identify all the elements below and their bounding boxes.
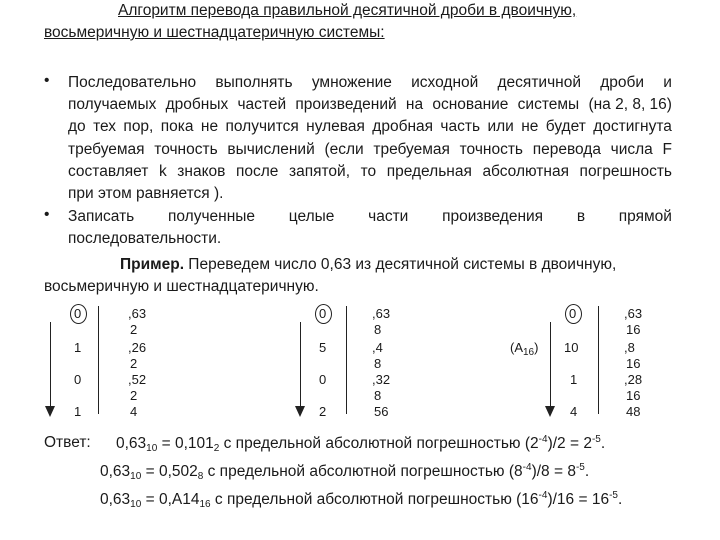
answer-exponent: -4	[522, 462, 532, 473]
hex-int-0: 0	[569, 306, 577, 321]
octal-int-1: 5	[319, 340, 327, 355]
word: пор,	[123, 118, 154, 136]
binary-mult-0: 2	[130, 322, 138, 337]
octal-int-2: 0	[319, 372, 327, 387]
answer-result: = 0,A14	[141, 491, 200, 508]
answer-exponent: -5	[575, 462, 585, 473]
word: запятой,	[288, 162, 351, 180]
word: после	[235, 162, 279, 180]
word: до	[68, 118, 86, 136]
word: абсолютная	[482, 162, 569, 180]
word: прямой	[618, 208, 672, 225]
hex-int-1: 10	[564, 340, 579, 355]
bullet-1-line-4	[68, 139, 672, 161]
bullet-2-paragraph	[68, 206, 672, 250]
title-line-2: восьмеричную и шестнадцатеричную системы:	[44, 24, 385, 41]
hex-frac-2: ,28	[624, 372, 643, 387]
answer-result: = 0,101	[157, 435, 214, 452]
word: получится	[225, 118, 299, 136]
word: выполнять	[215, 74, 293, 91]
word: часть	[440, 118, 481, 136]
word: то	[360, 162, 377, 180]
word: числа	[610, 140, 653, 158]
octal-int-3: 2	[319, 404, 327, 419]
title-line-1: Алгоритм перевода правильной десятичной дроби в двоичную,	[118, 2, 577, 19]
word: не	[200, 118, 219, 136]
word: на	[405, 96, 424, 114]
word: пока	[160, 118, 194, 136]
binary-arrow-shaft	[50, 322, 51, 408]
answer-base-sub: 2	[213, 443, 220, 454]
answer-line-hex	[100, 490, 622, 510]
bullet-2-line-1	[68, 206, 672, 228]
word: полученные	[167, 208, 256, 225]
word: перевода	[532, 140, 601, 158]
word: Записать	[68, 208, 135, 225]
answer-base-sub: 16	[199, 499, 211, 510]
answer-period: .	[600, 435, 606, 452]
word: составляет	[68, 162, 149, 180]
hex-divider-line	[598, 306, 599, 414]
word: дроби	[600, 74, 645, 91]
word: достигнута	[593, 118, 672, 136]
word: произведения	[442, 208, 544, 225]
word: (если	[324, 140, 364, 158]
answer-error-text: с предельной абсолютной погрешностью (2	[219, 435, 539, 452]
octal-frac-2: ,32	[372, 372, 391, 387]
bullet-1-line-2	[68, 94, 672, 116]
answer-label: Ответ:	[44, 434, 91, 451]
binary-int-2: 0	[74, 372, 82, 387]
binary-product-last: 4	[130, 404, 138, 419]
octal-arrow-shaft	[300, 322, 301, 408]
answer-error-tail: )/2 = 2	[547, 435, 592, 452]
word: будет	[545, 118, 586, 136]
octal-frac-1: ,4	[372, 340, 383, 355]
word: Последовательно	[68, 74, 197, 91]
word: получаемых	[68, 96, 157, 114]
answer-base-sub: 10	[130, 471, 142, 482]
word: погрешность	[579, 162, 672, 180]
word: нулевая	[306, 118, 365, 136]
answer-error-tail: )/16 = 16	[547, 491, 610, 508]
bullet-2-line-2: последовательности.	[68, 230, 222, 248]
word: тех	[93, 118, 117, 136]
answer-line-binary	[116, 434, 605, 454]
word: основание	[432, 96, 509, 114]
answer-base-sub: 10	[130, 499, 142, 510]
octal-frac-0: ,63	[372, 306, 391, 321]
binary-frac-0: ,63	[128, 306, 147, 321]
word: F	[662, 140, 672, 158]
answer-error-tail: )/8 = 8	[531, 463, 576, 480]
answer-exponent: -4	[538, 434, 548, 445]
answer-base-sub: 8	[197, 471, 204, 482]
hex-int-2: 1	[570, 372, 578, 387]
answer-error-text: с предельной абсолютной погрешностью (16	[210, 491, 539, 508]
answer-exponent: -4	[538, 490, 548, 501]
answer-result: = 0,502	[141, 463, 198, 480]
word: исходной	[411, 74, 479, 91]
binary-frac-2: ,52	[128, 372, 147, 387]
answer-number: 0,63	[100, 463, 131, 480]
hex-product-last: 48	[626, 404, 641, 419]
word: требуемая	[373, 140, 450, 158]
bullet-1-line-6: при этом равняется ).	[68, 185, 224, 203]
binary-divider-line	[98, 306, 99, 414]
word: требуемая	[68, 140, 145, 158]
binary-mult-1: 2	[130, 356, 138, 371]
word: части	[368, 208, 409, 225]
binary-int-3: 1	[74, 404, 82, 419]
word: (на 2, 8, 16)	[588, 96, 672, 114]
word: системы	[517, 96, 580, 114]
bullet-marker-1: •	[44, 72, 50, 89]
word: десятичной	[497, 74, 581, 91]
word: произведений	[295, 96, 397, 114]
answer-line-octal	[100, 462, 589, 482]
word: в	[576, 208, 586, 225]
word: вычислений	[227, 140, 315, 158]
octal-mult-2: 8	[374, 388, 382, 403]
hex-mult-2: 16	[626, 388, 641, 403]
word: или	[487, 118, 514, 136]
example-label: Пример.	[120, 256, 184, 273]
bullet-1-line-1	[68, 72, 672, 94]
bullet-1-line-5	[68, 161, 672, 183]
binary-int-0: 0	[74, 306, 82, 321]
answer-number: 0,63	[116, 435, 147, 452]
hex-frac-1: ,8	[624, 340, 635, 355]
word: не	[521, 118, 539, 136]
word: целые	[288, 208, 335, 225]
example-line-1	[120, 256, 616, 274]
word: умножение	[311, 74, 392, 91]
hex-mult-0: 16	[626, 322, 641, 337]
example-text-1: Переведем число 0,63 из десятичной системы в двоичную,	[184, 256, 617, 273]
word: точность	[459, 140, 524, 158]
octal-product-last: 56	[374, 404, 389, 419]
binary-mult-2: 2	[130, 388, 138, 403]
word: частей	[237, 96, 287, 114]
hex-arrow-shaft	[550, 322, 551, 408]
example-line-2: восьмеричную и шестнадцатеричную.	[44, 278, 319, 295]
word: дробных	[165, 96, 229, 114]
word: точность	[154, 140, 218, 158]
answer-period: .	[584, 463, 590, 480]
octal-divider-line	[346, 306, 347, 414]
answer-period: .	[617, 491, 623, 508]
binary-int-1: 1	[74, 340, 82, 355]
word: k	[158, 162, 167, 180]
answer-base-sub: 10	[146, 443, 158, 454]
word: дробная	[372, 118, 434, 136]
word: предельная	[386, 162, 472, 180]
bullet-1-paragraph	[68, 72, 672, 205]
hex-mult-1: 16	[626, 356, 641, 371]
word: и	[663, 74, 672, 91]
bullet-1-line-3	[68, 116, 672, 138]
answer-exponent: -5	[591, 434, 601, 445]
answer-error-text: с предельной абсолютной погрешностью (8	[203, 463, 523, 480]
answer-exponent: -5	[609, 490, 618, 501]
octal-mult-1: 8	[374, 356, 382, 371]
octal-int-0: 0	[319, 306, 327, 321]
hex-int-3: 4	[570, 404, 578, 419]
answer-number: 0,63	[100, 491, 131, 508]
word: знаков	[177, 162, 226, 180]
bullet-marker-2: •	[44, 206, 50, 223]
binary-frac-1: ,26	[128, 340, 147, 355]
octal-mult-0: 8	[374, 322, 382, 337]
hex-result-label: $(A_{16})$	[510, 340, 539, 358]
hex-frac-0: ,63	[624, 306, 643, 321]
